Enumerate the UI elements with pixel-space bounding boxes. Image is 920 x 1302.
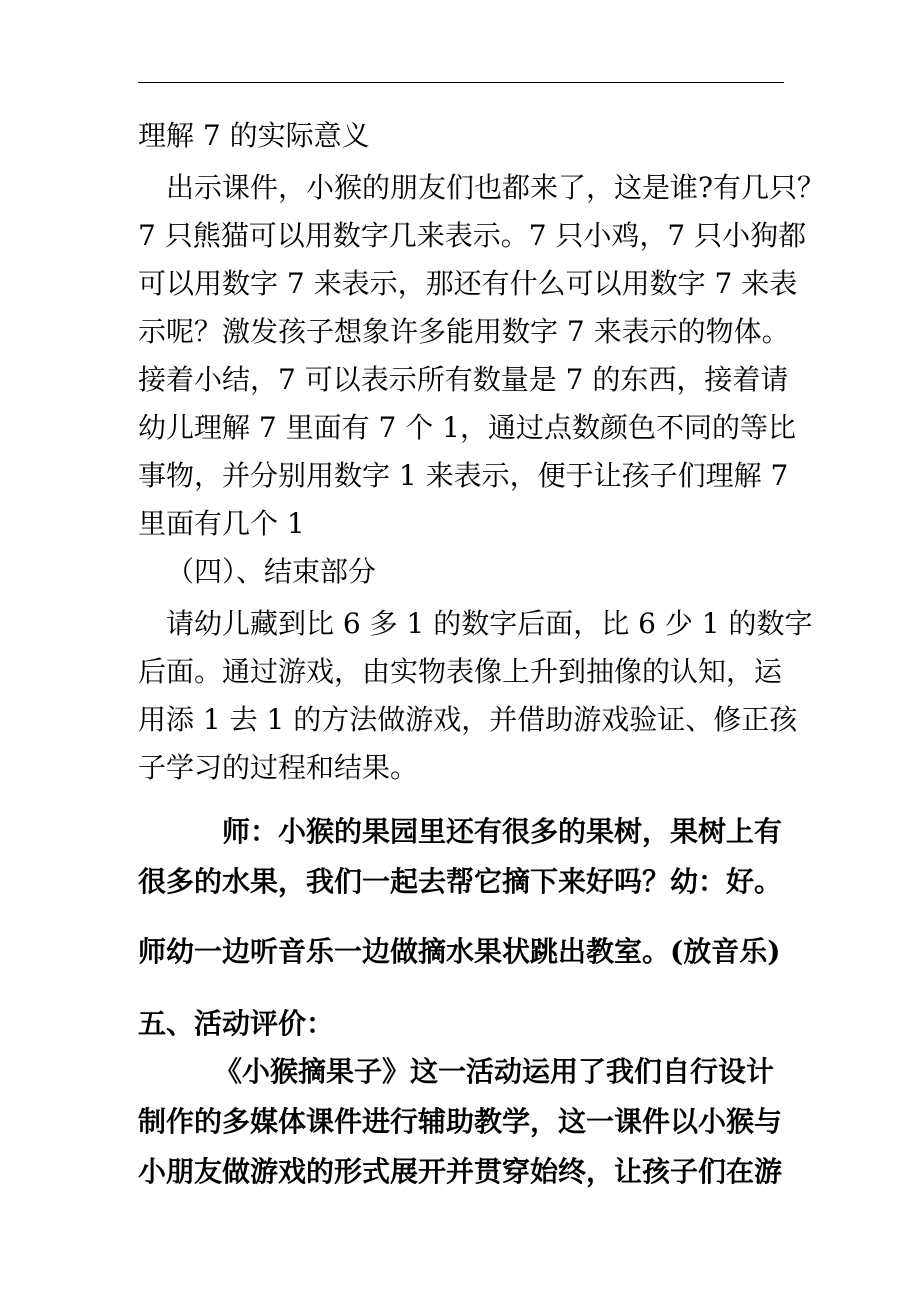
text-line-13: 用添 1 去 1 的方法做游戏，并借助游戏验证、修正孩: [138, 703, 798, 736]
text-line-2: 出示课件，小猴的朋友们也都来了，这是谁?有几只？: [166, 171, 826, 204]
text-line-12: 后面。通过游戏，由实物表像上升到抽像的认知，运: [138, 655, 783, 688]
text-line-7: 幼儿理解 7 里面有 7 个 1，通过点数颜色不同的等比: [138, 411, 796, 444]
text-line-4: 可以用数字 7 来表示，那还有什么可以用数字 7 来表: [138, 267, 798, 300]
header-rule: [138, 82, 784, 83]
text-line-19: 《小猴摘果子》这一活动运用了我们自行设计: [214, 1055, 775, 1088]
text-line-6: 接着小结，7 可以表示所有数量是 7 的东西，接着请: [138, 363, 789, 396]
text-line-11: 请幼儿藏到比 6 多 1 的数字后面，比 6 少 1 的数字: [166, 607, 813, 640]
text-line-15: 师：小猴的果园里还有很多的果树，果树上有: [222, 815, 783, 848]
text-line-8: 事物，并分别用数字 1 来表示，便于让孩子们理解 7: [138, 459, 789, 492]
text-line-5: 示呢？激发孩子想象许多能用数字 7 来表示的物体。: [138, 315, 790, 348]
text-line-9: 里面有几个 1: [138, 507, 305, 540]
text-line-3: 7 只熊猫可以用数字几来表示。7 只小鸡，7 只小狗都: [138, 219, 807, 252]
text-line-17: 师幼一边听音乐一边做摘水果状跳出教室。(放音乐): [138, 935, 781, 968]
text-line-21: 小朋友做游戏的形式展开并贯穿始终，让孩子们在游: [138, 1155, 783, 1188]
text-line-16: 很多的水果，我们一起去帮它摘下来好吗？幼：好。: [138, 865, 783, 898]
section-heading-four: （四）、结束部分: [166, 555, 377, 588]
text-line-14: 子学习的过程和结果。: [138, 751, 419, 784]
text-line-1: 理解 7 的实际意义: [138, 119, 370, 152]
section-heading-five: 五、活动评价：: [138, 1007, 335, 1040]
text-line-20: 制作的多媒体课件进行辅助教学，这一课件以小猴与: [138, 1105, 783, 1138]
